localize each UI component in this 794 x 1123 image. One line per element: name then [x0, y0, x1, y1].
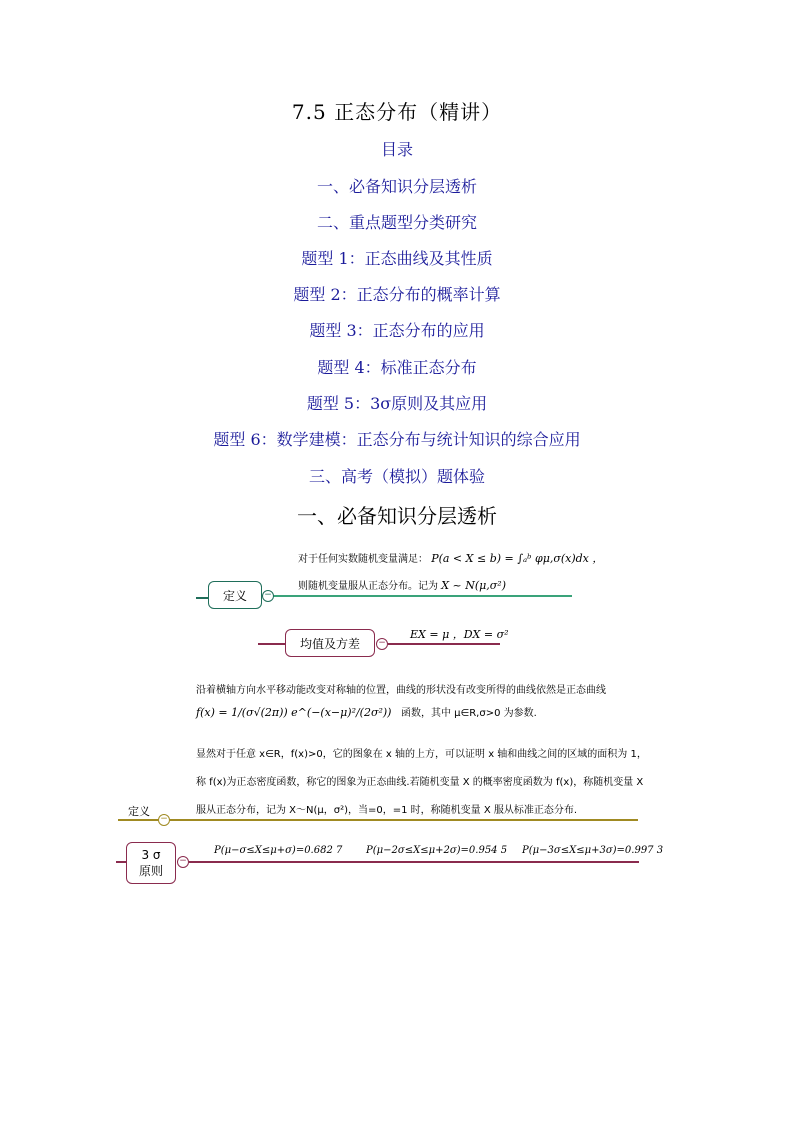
three-sigma-line2: 原则: [138, 864, 163, 878]
paragraph: 服从正态分布，记为 X～N(μ，σ²)，当=0，=1 时，称随机变量 X 服从标准正态分布.: [196, 805, 578, 816]
toc-item[interactable]: 二、重点题型分类研究: [316, 213, 477, 232]
collapse-icon[interactable]: −: [262, 590, 274, 602]
definition-text: 对于任何实数随机变量满足： P(a < X ≤ b) = ∫ₐᵇ φμ,σ(x)dx ，: [298, 552, 604, 565]
connector-line: [258, 643, 286, 645]
definition-label: 定义: [128, 805, 150, 818]
definition-text-2: 则随机变量服从正态分布。记为 X ~ N(μ,σ²): [298, 579, 507, 592]
paragraph: 显然对于任意 x∈R，f(x)>0，它的图象在 x 轴的上方，可以证明 x 轴和曲线之间的区域的面积为 1，: [196, 749, 647, 760]
toc-item[interactable]: 一、必备知识分层透析: [316, 177, 477, 196]
mean-variance-node[interactable]: 均值及方差: [285, 629, 375, 657]
definition-node[interactable]: 定义: [208, 581, 262, 609]
collapse-icon[interactable]: −: [158, 814, 170, 826]
collapse-icon[interactable]: −: [177, 856, 189, 868]
toc-item[interactable]: 三、高考（模拟）题体验: [308, 467, 485, 486]
density-formula-row: f(x) = 1/(σ√(2π)) e^(−(x−μ)²/(2σ²)) 函数，其中 μ∈R,σ>0 为参数.: [196, 706, 537, 719]
paragraph: 沿着横轴方向水平移动能改变对称轴的位置，曲线的形状没有改变所得的曲线依然是正态曲线: [196, 685, 606, 696]
toc-item[interactable]: 题型 1：正态曲线及其性质: [301, 249, 493, 268]
paragraph: 称 f(x)为正态密度函数，称它的图象为正态曲线.若随机变量 X 的概率密度函数为 f(x)，称随机变量 X: [196, 777, 644, 788]
probability-2: P(μ−2σ≤X≤μ+2σ)=0.954 5: [366, 845, 508, 856]
toc-item[interactable]: 题型 3：正态分布的应用: [309, 321, 485, 340]
probability-3: P(μ−3σ≤X≤μ+3σ)=0.997 3: [522, 845, 664, 856]
toc-item[interactable]: 题型 6：数学建模：正态分布与统计知识的综合应用: [213, 430, 581, 449]
toc-item[interactable]: 题型 5：3σ原则及其应用: [306, 394, 488, 413]
toc-heading: 目录: [380, 140, 413, 159]
three-sigma-node[interactable]: [126, 842, 176, 884]
branch-line: [170, 819, 638, 821]
branch-line: [388, 643, 500, 645]
document-title: 7.5 正态分布（精讲）: [291, 100, 503, 124]
branch-line: [189, 861, 639, 863]
toc-item[interactable]: 题型 2：正态分布的概率计算: [293, 285, 501, 304]
mean-variance-formula: EX = μ ，DX = σ²: [410, 628, 509, 641]
three-sigma-line1: 3 σ: [141, 848, 161, 862]
probability-1: P(μ−σ≤X≤μ+σ)=0.682 7: [214, 845, 343, 856]
section-title: 一、必备知识分层透析: [297, 504, 497, 528]
branch-line: [272, 595, 572, 597]
toc-item[interactable]: 题型 4：标准正态分布: [317, 358, 477, 377]
collapse-icon[interactable]: −: [376, 638, 388, 650]
connector-line: [118, 819, 158, 821]
